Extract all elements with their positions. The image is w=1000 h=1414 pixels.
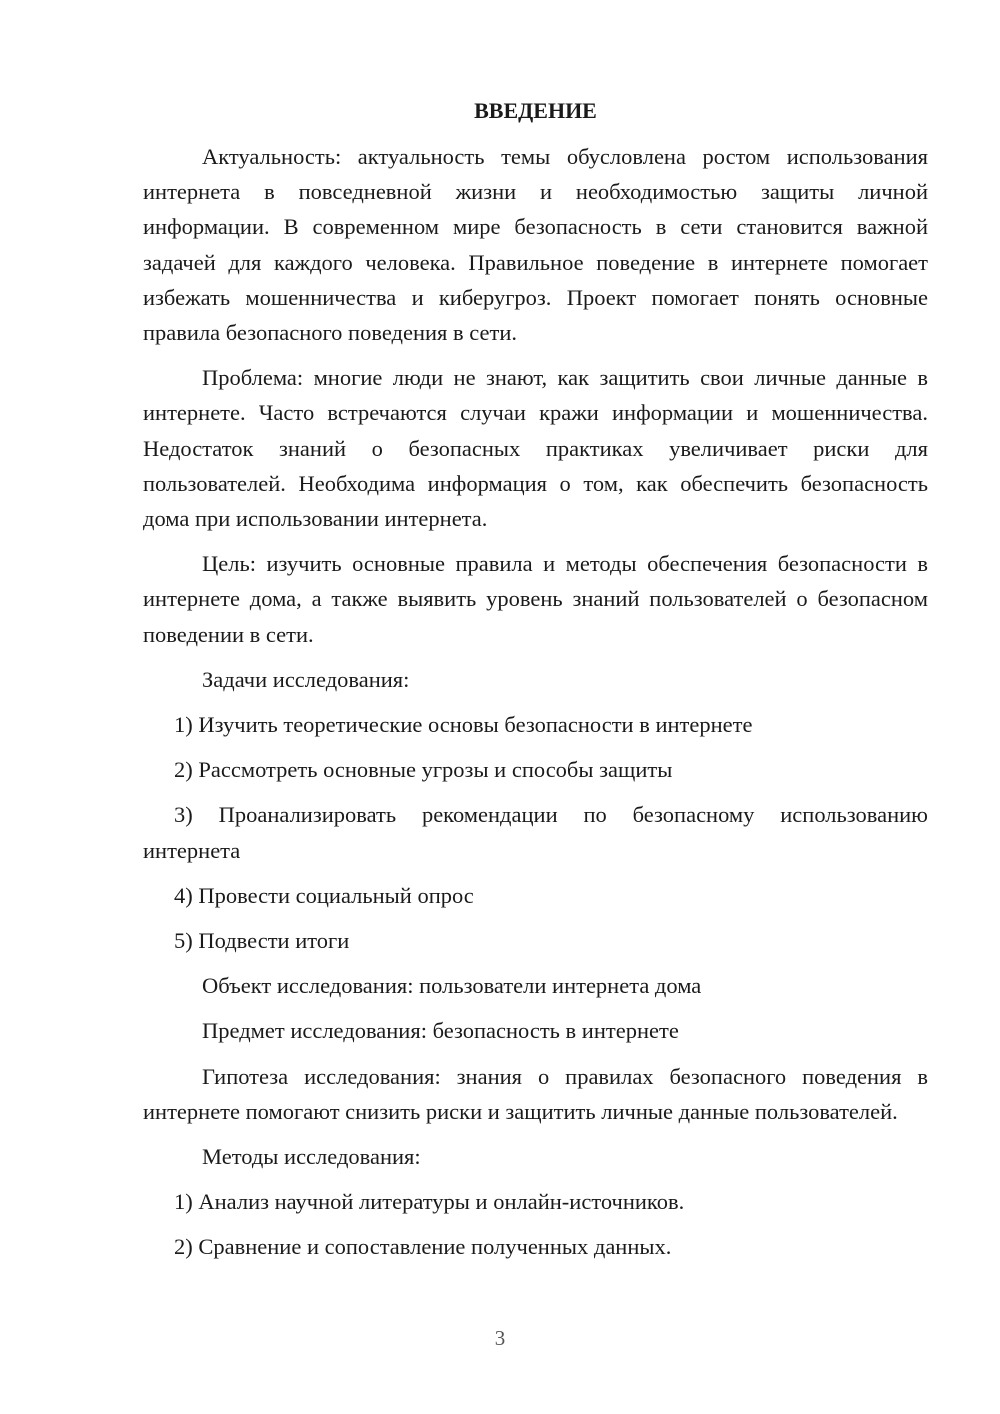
research-object: Объект исследования: пользователи интернета дома bbox=[202, 973, 702, 999]
method-item: 1) Анализ научной литературы и онлайн-источников. bbox=[174, 1189, 685, 1215]
page-title: ВВЕДЕНИЕ bbox=[474, 98, 597, 123]
task-item: 1) Изучить теоретические основы безопасности в интернете bbox=[174, 712, 753, 738]
method-item: 2) Сравнение и сопоставление полученных данных. bbox=[174, 1234, 672, 1260]
problem-paragraph: Проблема: многие люди не знают, как защитить свои личные данные в интернете. Часто встречаются случаи кражи информации и мошенничества. Недостаток знаний о безопасных практиках увеличивает риски для пользователей. Необходима информация о том, как обеспечить безопасность дома при использовании интернета. bbox=[143, 365, 928, 532]
relevance-paragraph: Актуальность: актуальность темы обусловлена ростом использования интернета в повседневной жизни и необходимостью защиты личной информации. В современном мире безопасность в сети становится важной задачей для каждого человека. Правильное поведение в интернете помогает избежать мошенничества и киберугроз. Проект помогает понять основные правила безопасного поведения в сети. bbox=[143, 144, 928, 346]
goal-paragraph: Цель: изучить основные правила и методы обеспечения безопасности в интернете дома, а также выявить уровень знаний пользователей о безопасном поведении в сети. bbox=[143, 551, 928, 647]
research-subject: Предмет исследования: безопасность в интернете bbox=[202, 1018, 679, 1044]
task-item: 2) Рассмотреть основные угрозы и способы защиты bbox=[174, 757, 673, 783]
tasks-heading: Задачи исследования: bbox=[202, 666, 410, 692]
page-number: 3 bbox=[494, 1326, 506, 1350]
methods-heading: Методы исследования: bbox=[202, 1144, 421, 1170]
task-item: 4) Провести социальный опрос bbox=[174, 882, 474, 908]
research-hypothesis: Гипотеза исследования: знания о правилах безопасного поведения в интернете помогают снизить риски и защитить личные данные пользователей. bbox=[143, 1063, 928, 1124]
task-item: 5) Подвести итоги bbox=[174, 928, 350, 954]
task-item: 3) Проанализировать рекомендации по безопасному использованию интернета bbox=[143, 802, 928, 863]
document-body bbox=[143, 94, 928, 1275]
